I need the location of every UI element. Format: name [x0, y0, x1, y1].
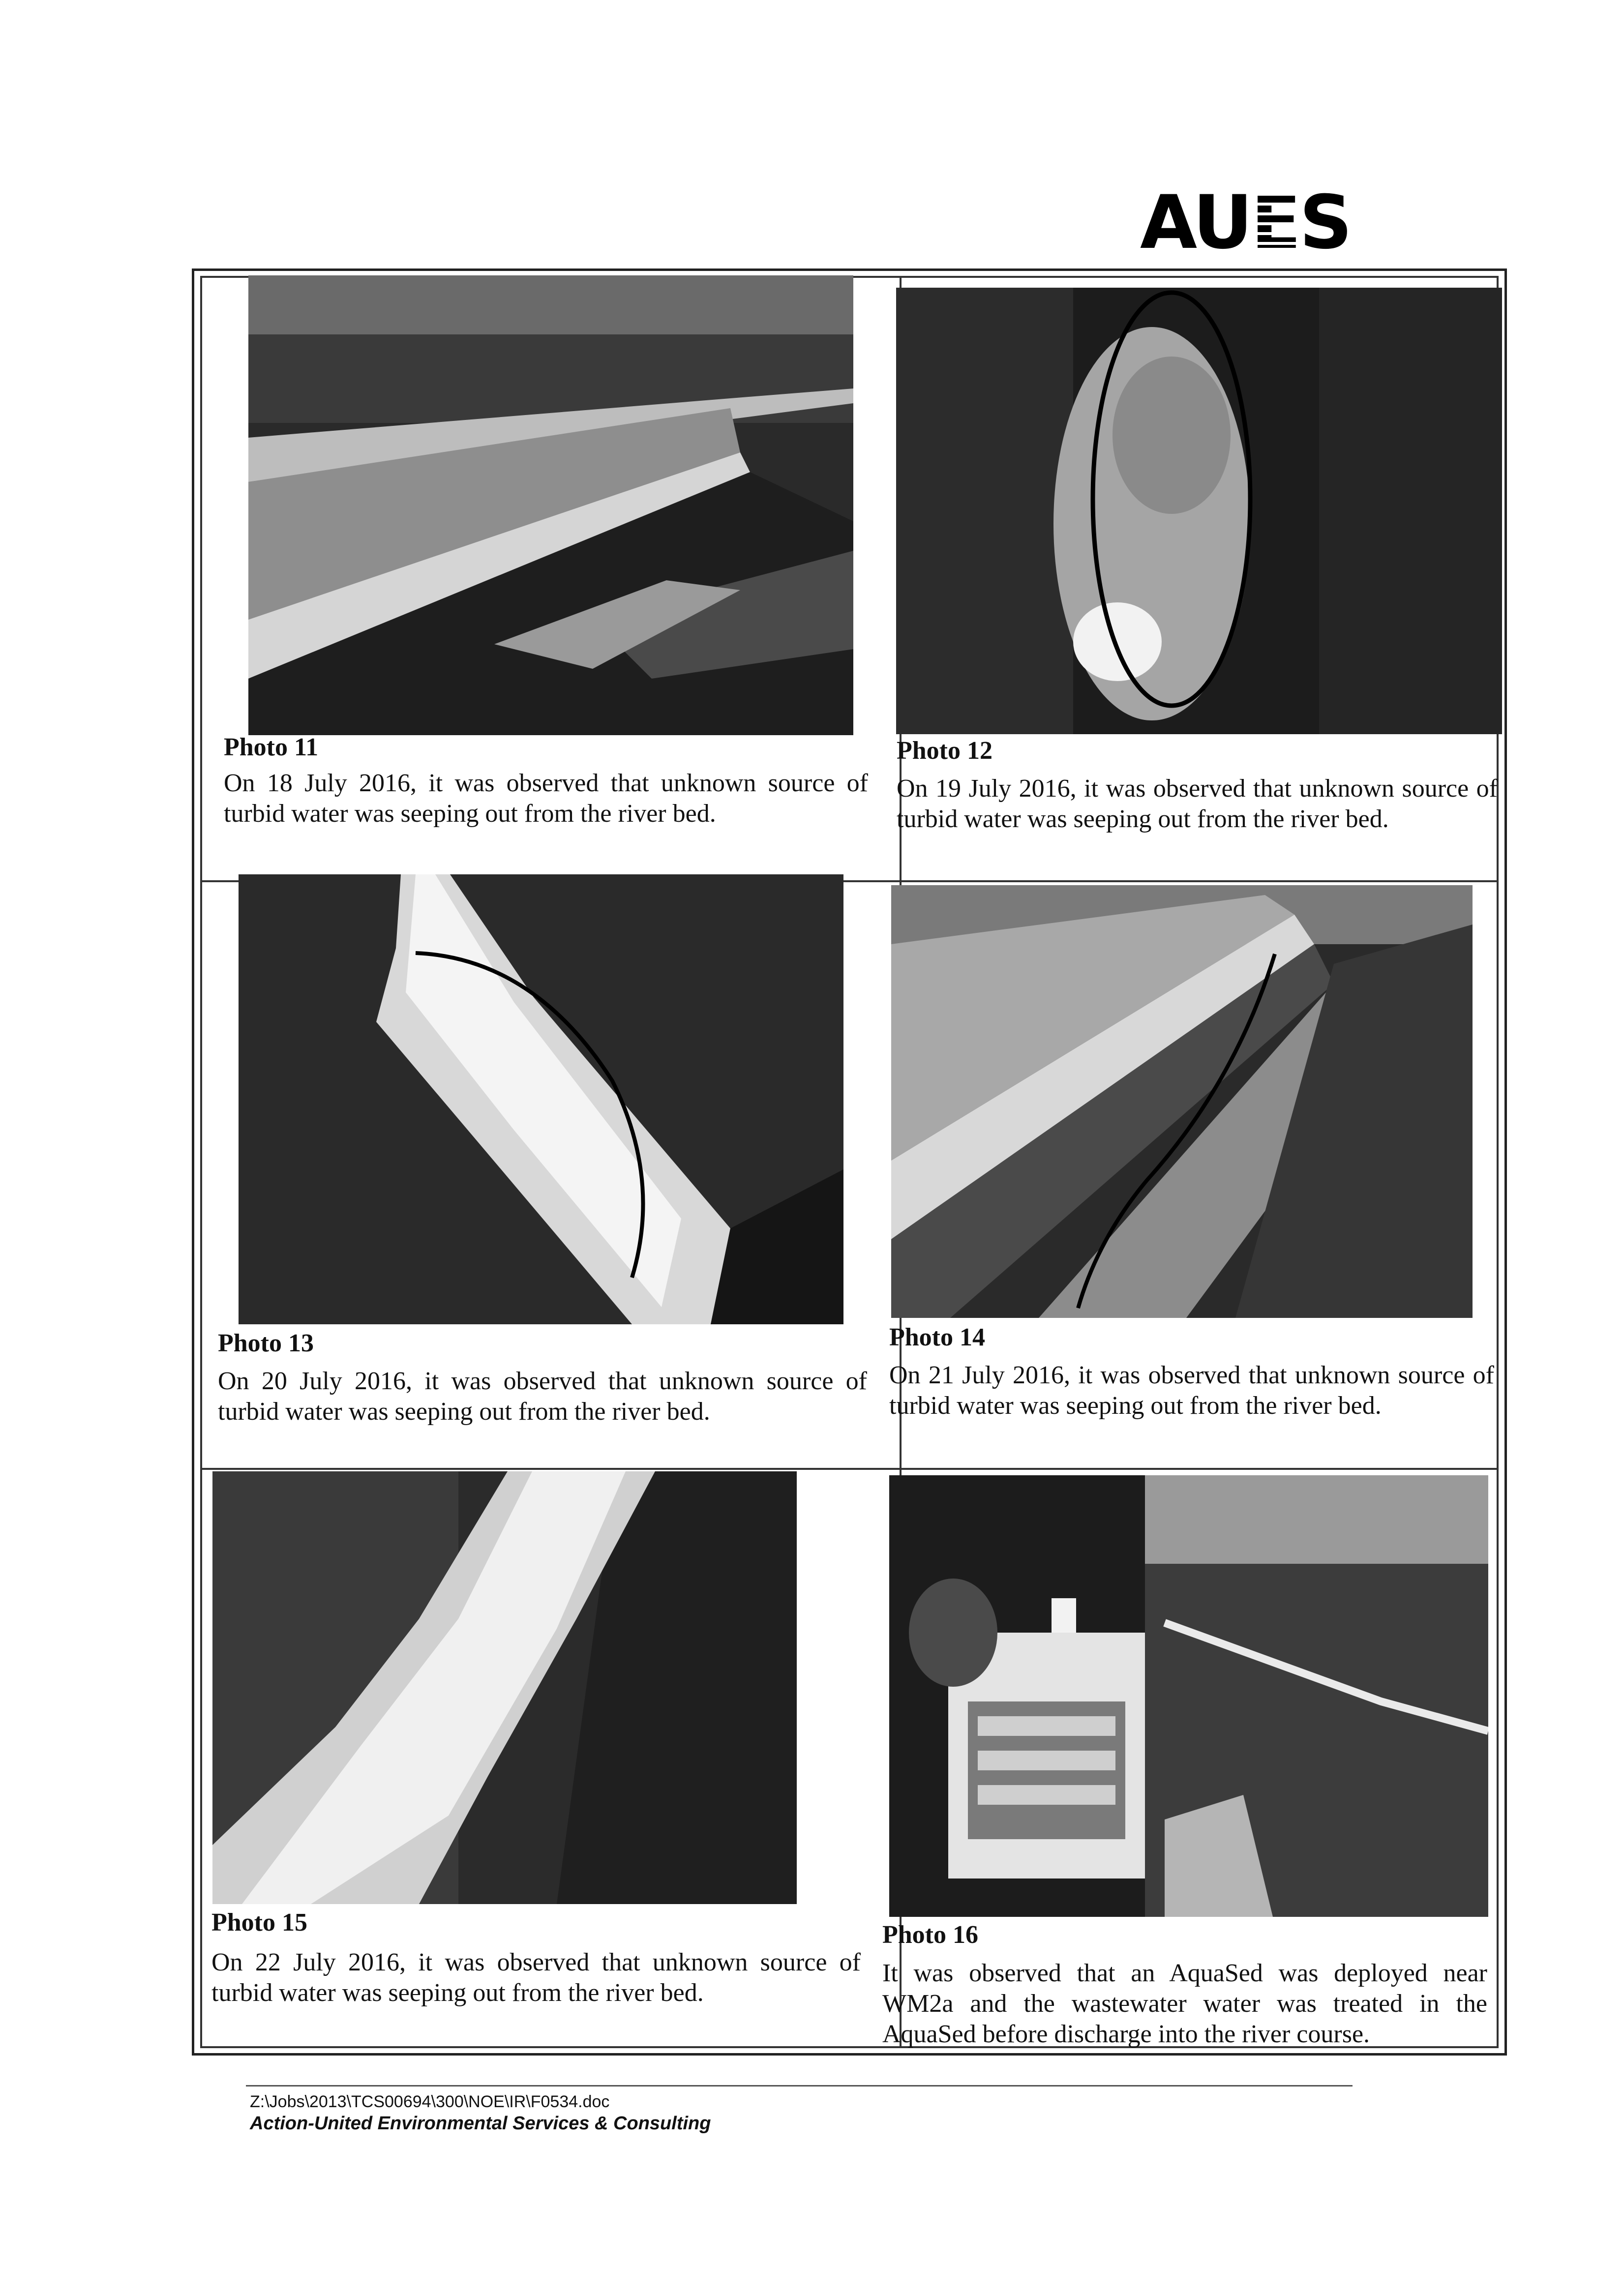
footer-company-name: Action-United Environmental Services & Consulting [250, 2113, 711, 2134]
photo-11-caption: On 18 July 2016, it was observed that unknown source of turbid water was seeping out from the river bed. [224, 769, 868, 828]
photo-13-caption: On 20 July 2016, it was observed that unknown source of turbid water was seeping out from the river bed. [218, 1367, 867, 1426]
photo-14-image [891, 885, 1473, 1318]
photo-16-title: Photo 16 [882, 1921, 978, 1949]
photo-15-caption: On 22 July 2016, it was observed that unknown source of turbid water was seeping out from the river bed. [211, 1948, 861, 2007]
photo-13-image [239, 874, 843, 1324]
photo-12-image [896, 288, 1502, 734]
logo-text-au: AU [1140, 180, 1251, 266]
photo-15-title: Photo 15 [211, 1908, 307, 1937]
footer-divider [246, 2085, 1353, 2087]
photo-16-image [889, 1475, 1488, 1917]
footer-file-path: Z:\Jobs\2013\TCS00694\300\NOE\IR\F0534.doc [250, 2092, 610, 2111]
photo-15-image [212, 1471, 797, 1904]
photo-13-title: Photo 13 [218, 1329, 314, 1357]
company-logo [1140, 180, 1366, 266]
photo-12-title: Photo 12 [897, 737, 992, 765]
logo-text-e: E [1251, 180, 1299, 266]
grid-divider-row-2 [202, 1468, 1497, 1470]
photo-16-caption: It was observed that an AquaSed was deployed near WM2a and the wastewater water was treated in the AquaSed before discharge into the river course. [882, 1959, 1487, 2048]
photo-11-image [248, 275, 853, 735]
photo-12-caption: On 19 July 2016, it was observed that unknown source of turbid water was seeping out from the river bed. [897, 775, 1498, 833]
photo-14-title: Photo 14 [889, 1323, 985, 1351]
photo-11-title: Photo 11 [224, 733, 319, 761]
photo-14-caption: On 21 July 2016, it was observed that unknown source of turbid water was seeping out from the river bed. [889, 1361, 1494, 1420]
logo-text-s: S [1299, 180, 1351, 266]
